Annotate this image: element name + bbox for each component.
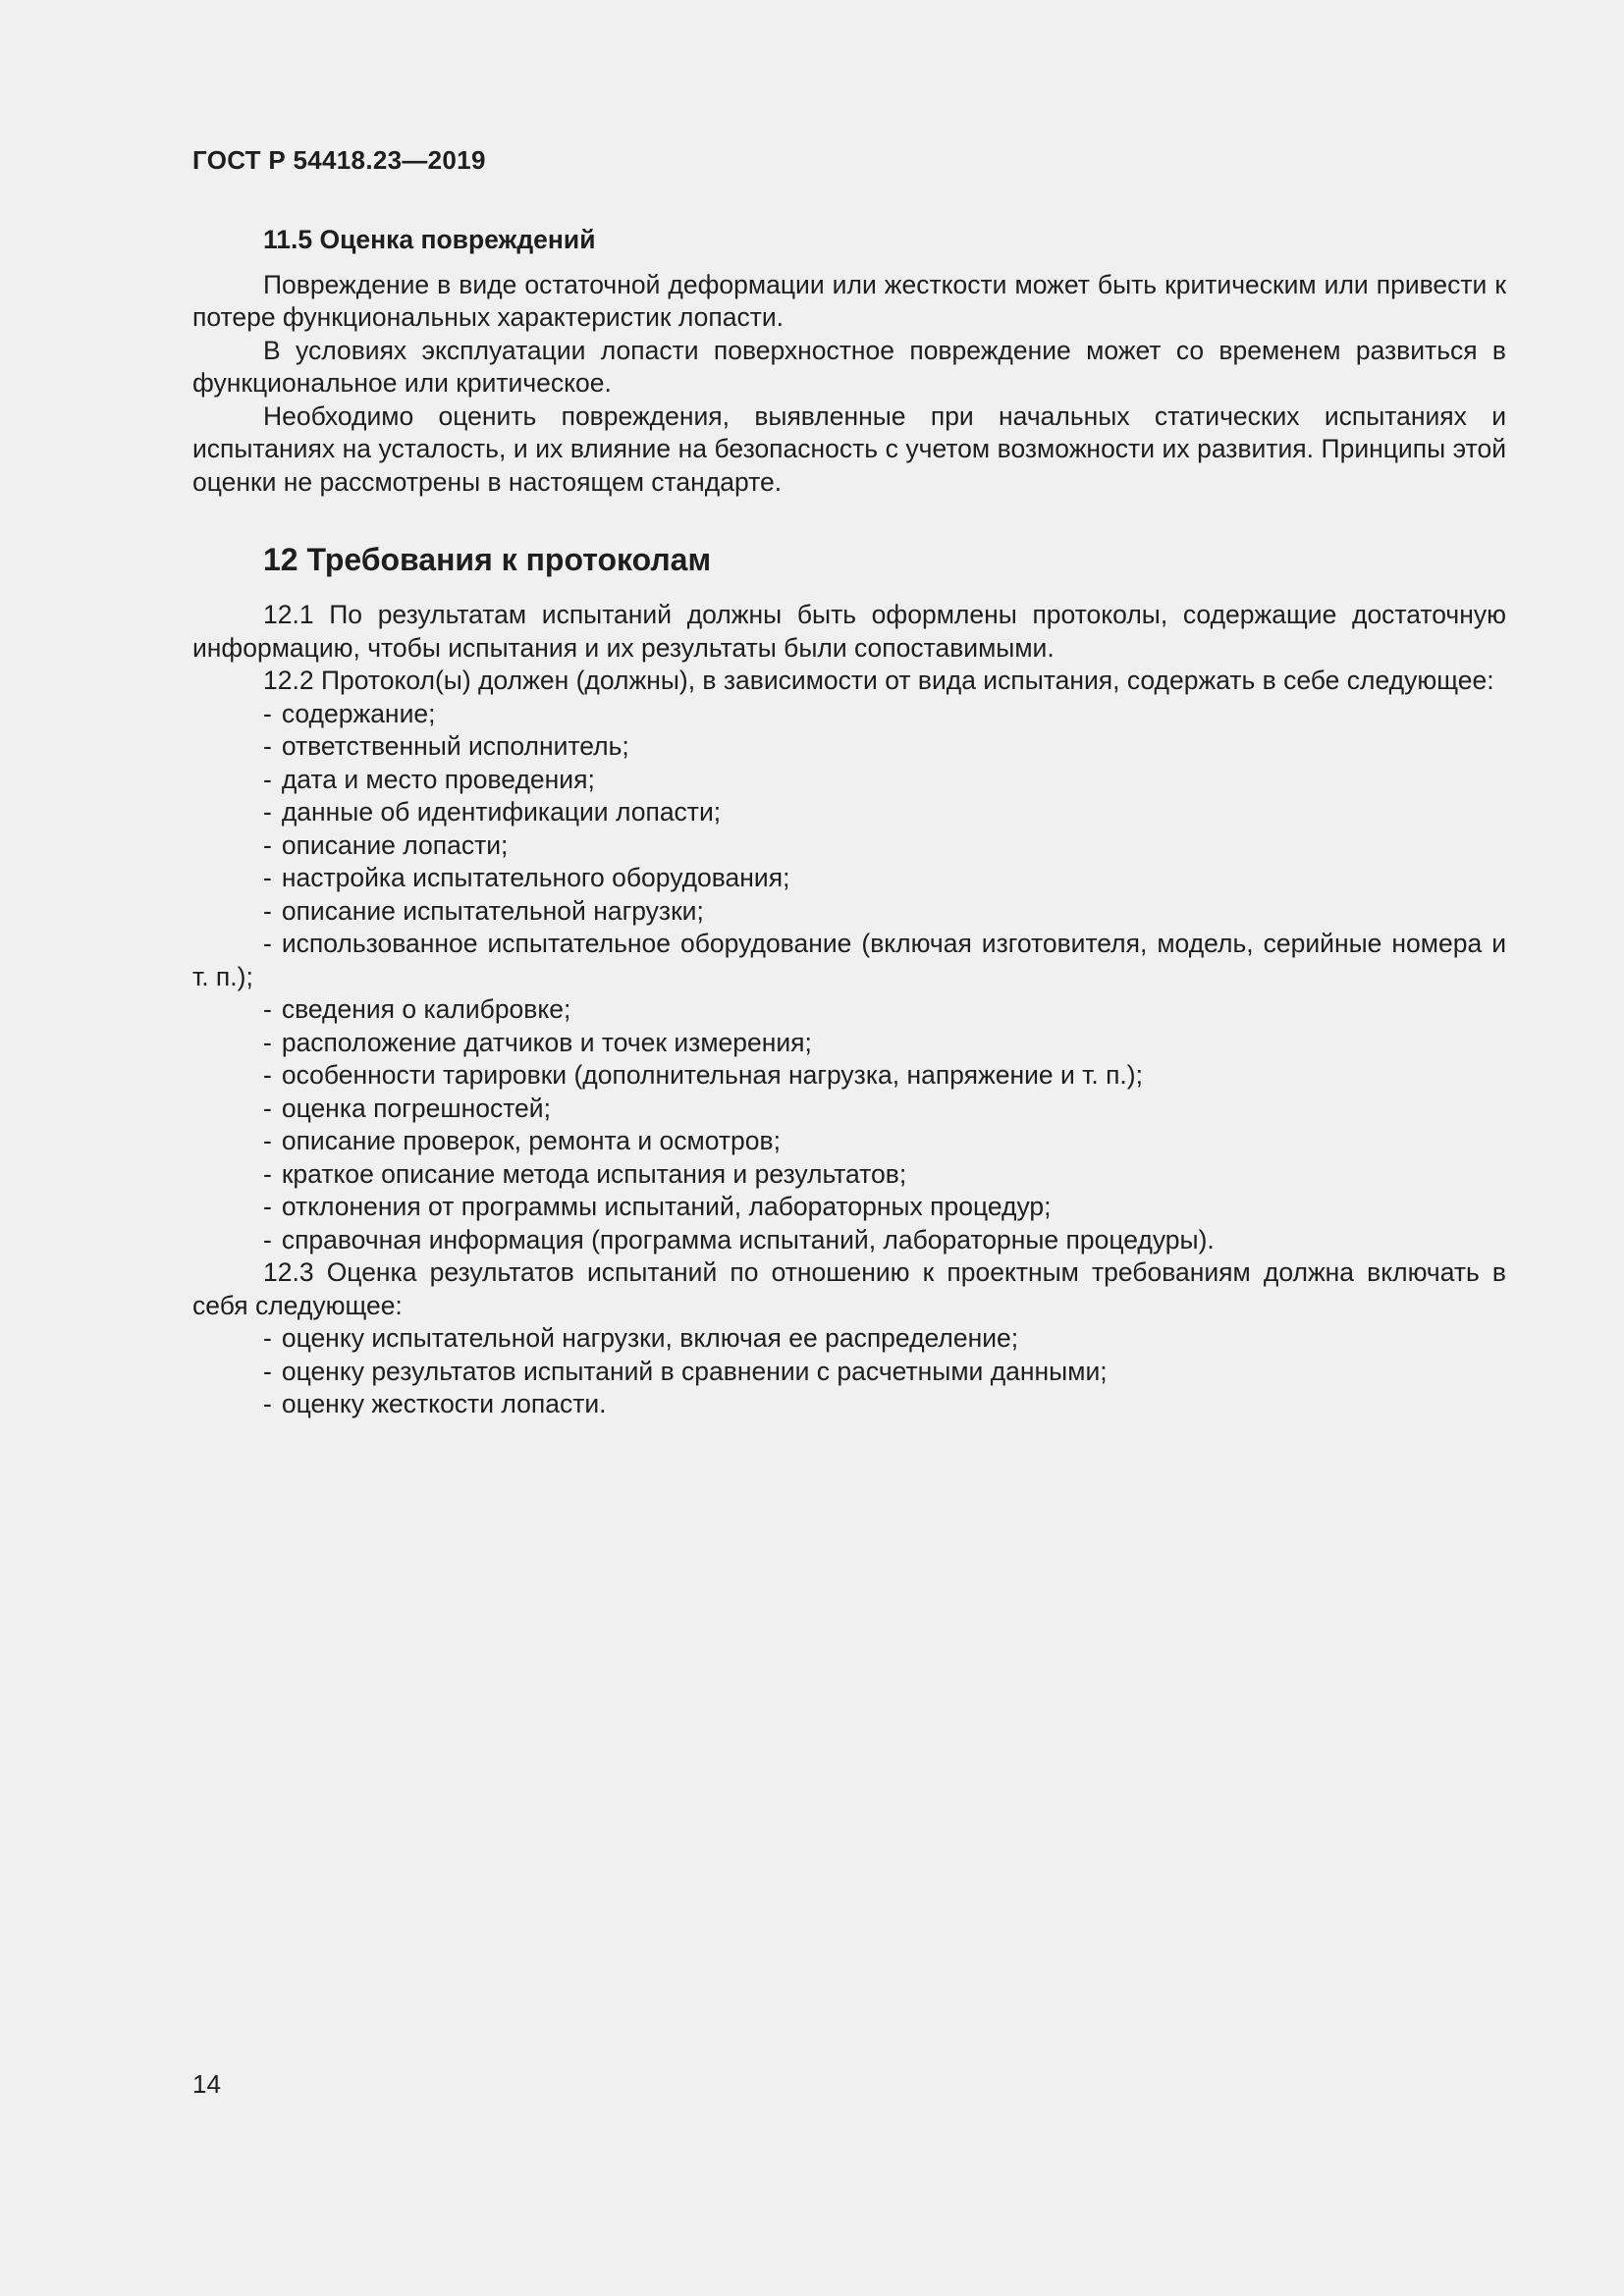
- page-number: 14: [192, 2069, 221, 2099]
- list-item: - настройка испытательного оборудования;: [263, 863, 790, 892]
- list-item: - отклонения от программы испытаний, лабораторных процедур;: [263, 1192, 1052, 1221]
- document-page: [192, 0, 1506, 2296]
- list-item: - содержание;: [263, 698, 436, 728]
- paragraph-12-2: 12.2 Протокол(ы) должен (должны), в зависимости от вида испытания, содержать в себе следующее:: [263, 666, 1494, 695]
- list-12-3: [192, 1322, 1506, 1421]
- list-item: - дата и место проведения;: [263, 764, 595, 794]
- paragraph: В условиях эксплуатации лопасти поверхностное повреждение может со временем развиться в функциональное или критическое.: [192, 335, 1506, 398]
- list-item: - оценка погрешностей;: [263, 1093, 551, 1123]
- list-item: - использованное испытательное оборудование (включая изготовителя, модель, серийные номера и т. п.);: [192, 929, 1506, 991]
- list-item: - сведения о калибровке;: [263, 994, 571, 1024]
- list-item: - краткое описание метода испытания и результатов;: [263, 1158, 907, 1189]
- document-header: ГОСТ Р 54418.23—2019: [192, 145, 486, 175]
- list-item: - особенности тарировки (дополнительная нагрузка, напряжение и т. п.);: [263, 1060, 1143, 1090]
- list-item: - оценку испытательной нагрузки, включая ее распределение;: [263, 1323, 1019, 1353]
- list-12-2: [192, 698, 1506, 1257]
- paragraph: Необходимо оценить повреждения, выявленные при начальных статических испытаниях и испытаниях на усталость, и их влияние на безопасность с учетом возможности их развития. Принципы этой оценки не рассмотрены в настоящем стандарте.: [192, 400, 1506, 497]
- document-body: [192, 224, 1506, 1421]
- list-item: - описание испытательной нагрузки;: [263, 895, 704, 926]
- paragraph: Повреждение в виде остаточной деформации или жесткости может быть критическим или привести к потере функциональных характеристик лопасти.: [192, 269, 1506, 332]
- list-item: - описание лопасти;: [263, 829, 509, 860]
- list-item: - справочная информация (программа испытаний, лабораторные процедуры).: [263, 1224, 1215, 1255]
- paragraph-12-1: 12.1 По результатам испытаний должны быть оформлены протоколы, содержащие достаточную информацию, чтобы испытания и их результаты были сопоставимыми.: [192, 600, 1506, 663]
- paragraph-12-3: 12.3 Оценка результатов испытаний по отношению к проектным требованиям должна включать в себя следующее:: [192, 1257, 1506, 1320]
- list-item: - оценку результатов испытаний в сравнении с расчетными данными;: [263, 1356, 1108, 1386]
- list-item: - ответственный исполнитель;: [263, 731, 629, 761]
- list-item: - данные об идентификации лопасти;: [263, 797, 722, 827]
- list-item: - расположение датчиков и точек измерения;: [263, 1027, 812, 1057]
- list-item: - оценку жесткости лопасти.: [263, 1389, 607, 1418]
- list-item: - описание проверок, ремонта и осмотров;: [263, 1126, 781, 1155]
- section-11-5-heading: 11.5 Оценка повреждений: [263, 225, 596, 254]
- section-12-heading: 12 Требования к протоколам: [263, 542, 712, 577]
